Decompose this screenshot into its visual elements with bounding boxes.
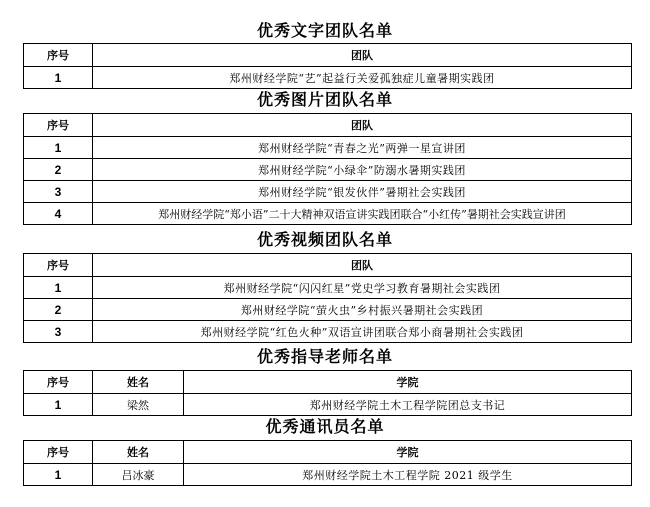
table-header-row bbox=[24, 254, 632, 277]
section-title-advisors: 优秀指导老师名单 bbox=[256, 347, 393, 366]
row-name: 梁然 bbox=[93, 394, 184, 416]
table-header-row bbox=[24, 371, 632, 394]
advisors-table bbox=[23, 370, 632, 416]
row-team: 郑州财经学院“红色火种”双语宣讲团联合郑小商暑期社会实践团 bbox=[93, 321, 632, 343]
table-header-row bbox=[24, 44, 632, 67]
header-college: 学院 bbox=[184, 371, 632, 394]
table-header-row bbox=[24, 441, 632, 464]
row-team: 郑州财经学院“萤火虫”乡村振兴暑期社会实践团 bbox=[93, 299, 632, 321]
header-name: 姓名 bbox=[93, 371, 184, 394]
row-index: 1 bbox=[24, 67, 93, 89]
header-team: 团队 bbox=[93, 114, 632, 137]
row-index: 2 bbox=[24, 299, 93, 321]
row-index: 1 bbox=[24, 394, 93, 416]
row-index: 1 bbox=[24, 464, 93, 486]
row-team: 郑州财经学院“青春之光”两弹一星宣讲团 bbox=[93, 137, 632, 159]
table-row bbox=[24, 299, 632, 321]
header-name: 姓名 bbox=[93, 441, 184, 464]
section-title-photo-teams: 优秀图片团队名单 bbox=[256, 90, 393, 109]
table-row bbox=[24, 181, 632, 203]
row-team: 郑州财经学院“闪闪红星”党史学习教育暑期社会实践团 bbox=[93, 277, 632, 299]
row-index: 3 bbox=[24, 181, 93, 203]
video-teams-table bbox=[23, 253, 632, 343]
section-title-video-teams: 优秀视频团队名单 bbox=[256, 230, 393, 249]
section-title-correspondents: 优秀通讯员名单 bbox=[265, 417, 385, 436]
text-teams-table bbox=[23, 43, 632, 89]
header-index: 序号 bbox=[24, 44, 93, 67]
row-team: 郑州财经学院“艺”起益行关爱孤独症儿童暑期实践团 bbox=[93, 67, 632, 89]
correspondents-table bbox=[23, 440, 632, 486]
section-title-text-teams: 优秀文字团队名单 bbox=[256, 21, 393, 40]
table-row bbox=[24, 277, 632, 299]
header-index: 序号 bbox=[24, 114, 93, 137]
photo-teams-table bbox=[23, 113, 632, 225]
row-team: 郑州财经学院“银发伙伴”暑期社会实践团 bbox=[93, 181, 632, 203]
row-index: 1 bbox=[24, 277, 93, 299]
row-name: 吕冰豪 bbox=[93, 464, 184, 486]
table-row bbox=[24, 464, 632, 486]
header-team: 团队 bbox=[93, 254, 632, 277]
table-row bbox=[24, 67, 632, 89]
header-index: 序号 bbox=[24, 371, 93, 394]
row-college: 郑州财经学院土木工程学院 2021 级学生 bbox=[184, 464, 632, 486]
table-header-row bbox=[24, 114, 632, 137]
row-index: 1 bbox=[24, 137, 93, 159]
row-college: 郑州财经学院土木工程学院团总支书记 bbox=[184, 394, 632, 416]
row-team: 郑州财经学院“小绿伞”防溺水暑期实践团 bbox=[93, 159, 632, 181]
header-college: 学院 bbox=[184, 441, 632, 464]
row-index: 2 bbox=[24, 159, 93, 181]
row-index: 3 bbox=[24, 321, 93, 343]
table-row bbox=[24, 321, 632, 343]
header-index: 序号 bbox=[24, 441, 93, 464]
table-row bbox=[24, 394, 632, 416]
header-team: 团队 bbox=[93, 44, 632, 67]
header-index: 序号 bbox=[24, 254, 93, 277]
table-row bbox=[24, 159, 632, 181]
table-row bbox=[24, 203, 632, 225]
row-index: 4 bbox=[24, 203, 93, 225]
row-team: 郑州财经学院“郑小语”二十大精神双语宣讲实践团联合“小红传”暑期社会实践宣讲团 bbox=[93, 203, 632, 225]
table-row bbox=[24, 137, 632, 159]
